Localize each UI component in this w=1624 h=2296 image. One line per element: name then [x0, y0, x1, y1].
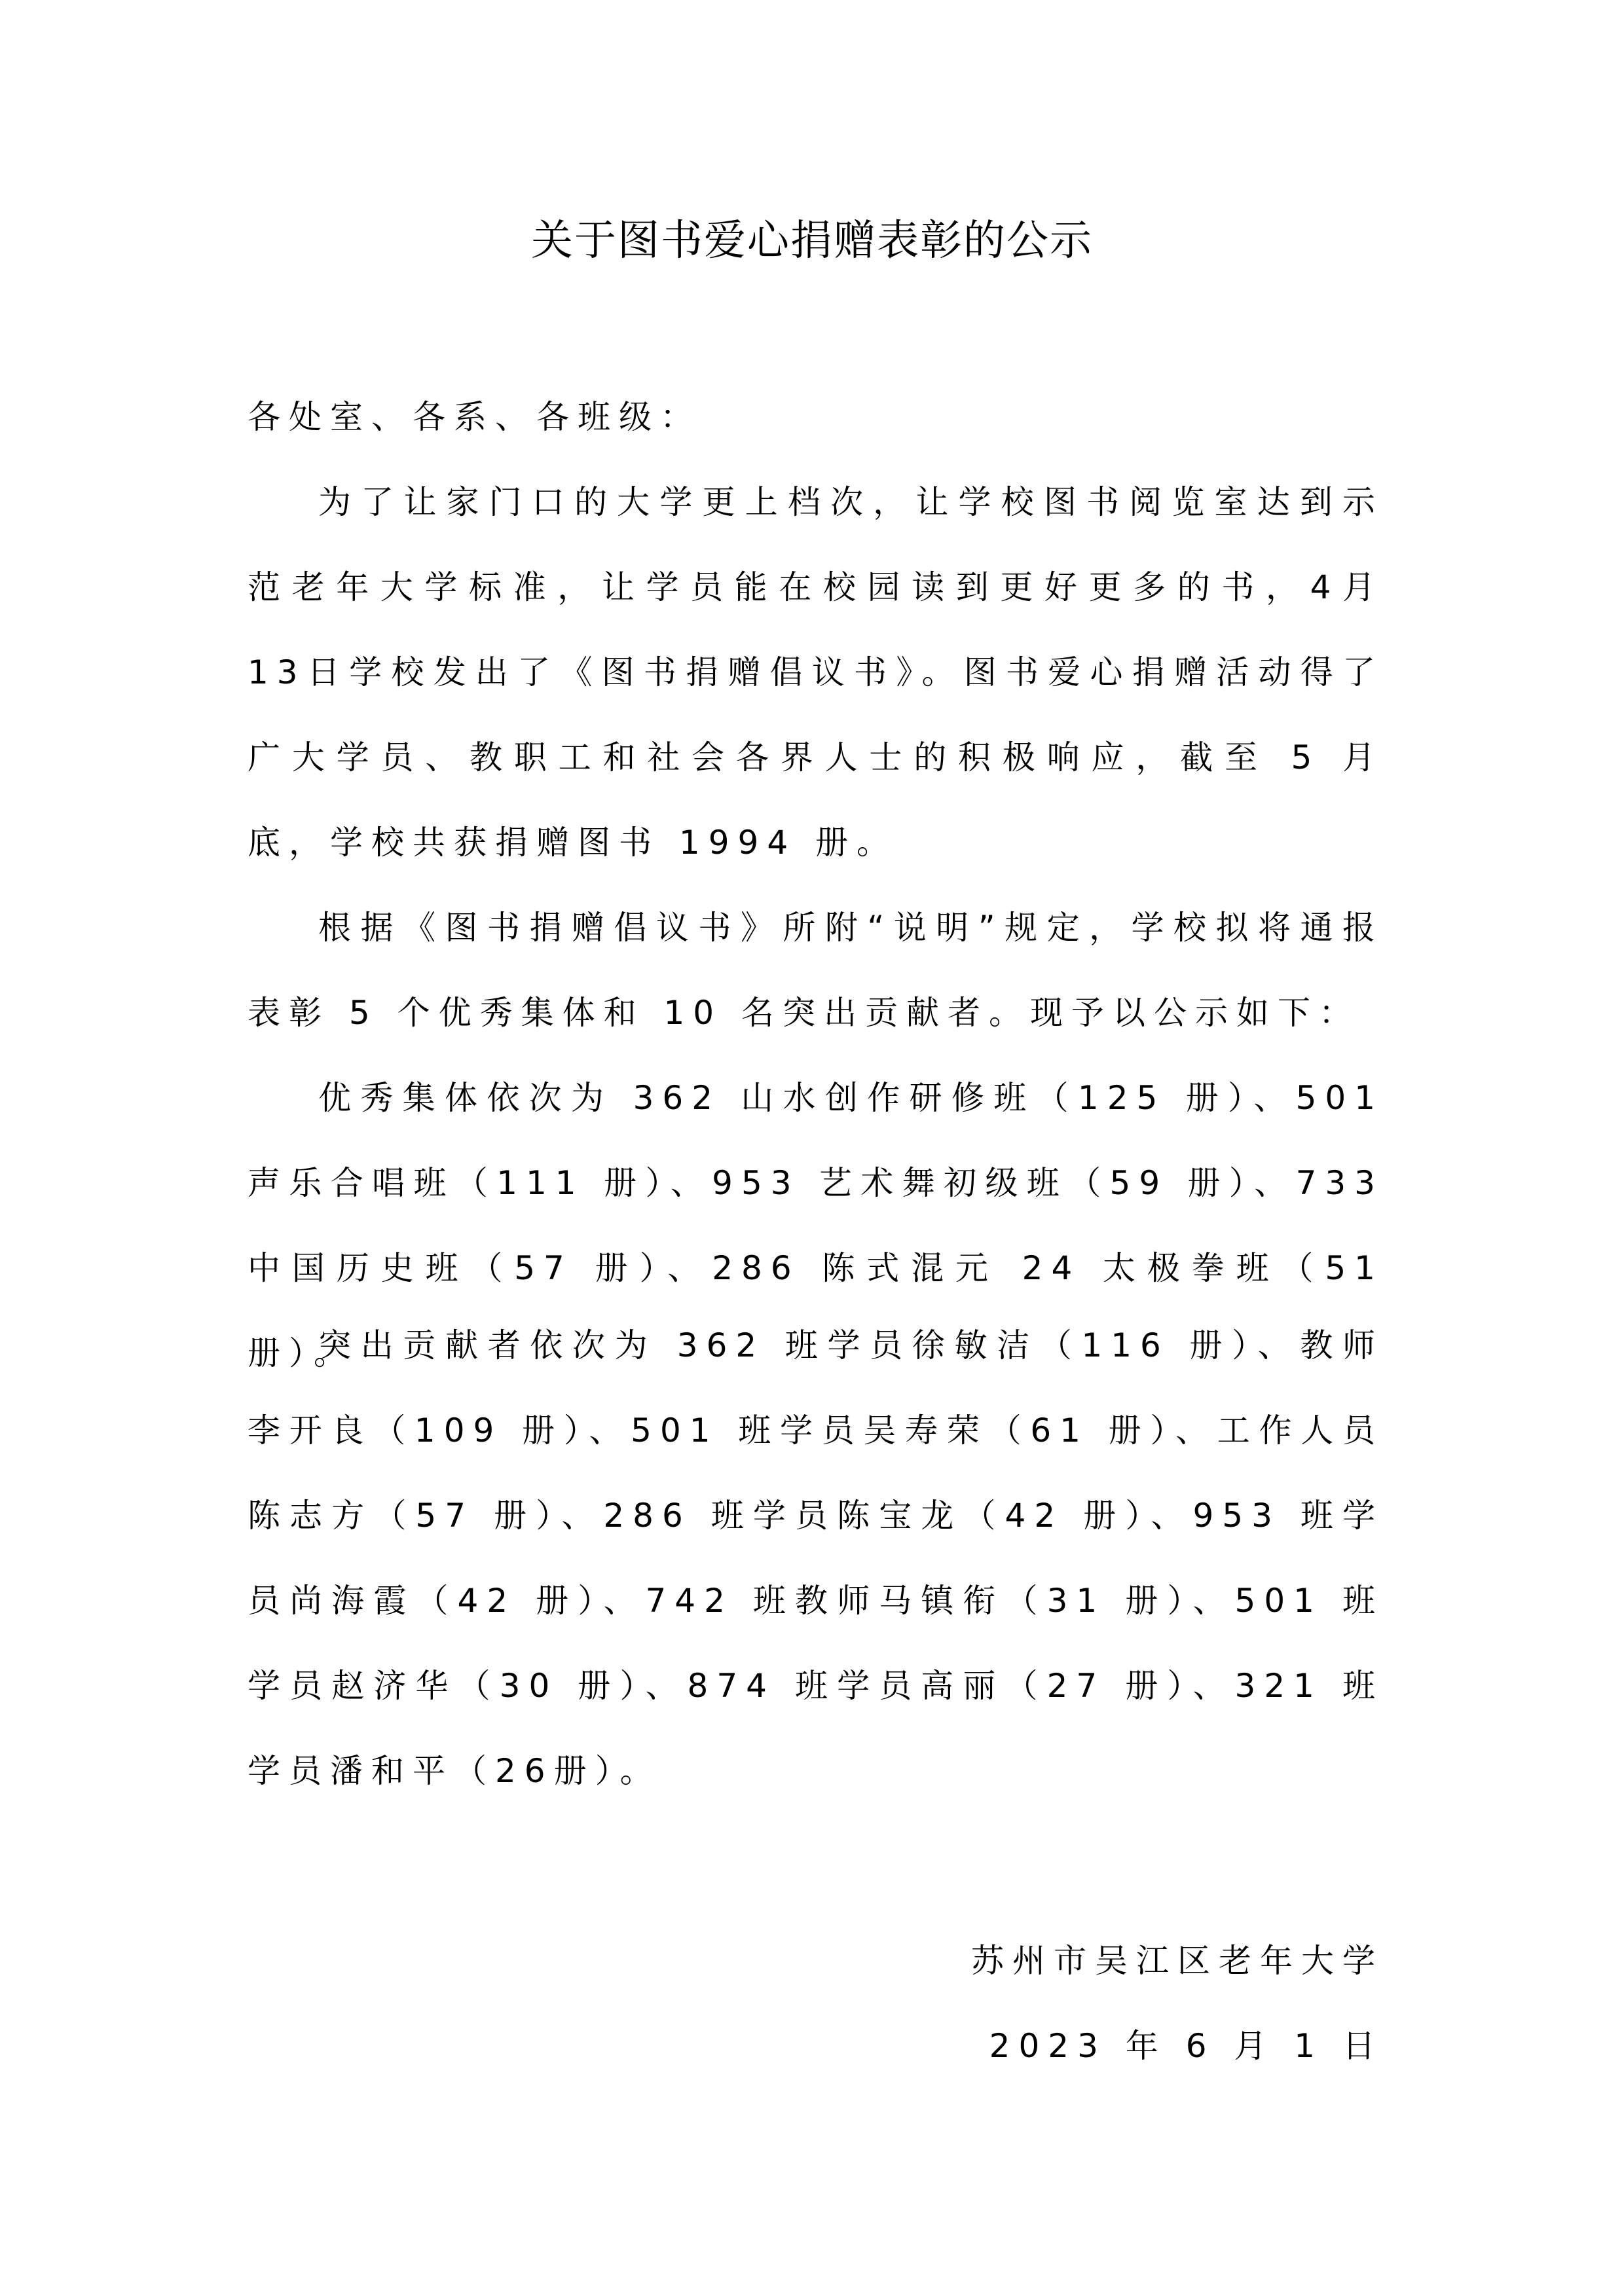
salutation: 各处室、各系、各班级： — [248, 398, 701, 436]
paragraph-announcement: 根据《图书捐赠倡议书》所附“说明”规定，学校拟将通报表彰 5 个优秀集体和 10 名突出贡献者。现予以公示如下： — [248, 909, 1384, 1032]
document-title: 关于图书爱心捐赠表彰的公示 — [531, 217, 1093, 265]
paragraph-intro: 为了让家门口的大学更上档次，让学校图书阅览室达到示范老年大学标准，让学员能在校园读到更好更多的书，4月 13日学校发出了《图书捐赠倡议书》。图书爱心捐赠活动得了广大学员、教职工和社会各界人士的积极响应，截至 5 月底，学校共获捐赠图书 1994 册。 — [248, 483, 1384, 862]
paragraph-outstanding-groups: 优秀集体依次为 362 山水创作研修班（125 册）、501 声乐合唱班（111 册）、953 艺术舞初级班（59 册）、733 中国历史班（57 册）、286 陈式混元 24 太极拳班（51 册）。 — [248, 1079, 1384, 1372]
paragraph-outstanding-contributors: 突出贡献者依次为 362 班学员徐敏洁（116 册）、教师李开良（109 册）、501 班学员吴寿荣（61 册）、工作人员陈志方（57 册）、286 班学员陈宝龙（42 册）、953 班学员尚海霞（42 册）、742 班教师马镇衔（31 册）、501 班学员赵济华（30 册）、874 班学员高丽（27 册）、321 班学员潘和平（26册）。 — [248, 1326, 1384, 1790]
issue-date: 2023 年 6 月 1 日 — [989, 2027, 1384, 2065]
issuer-signature: 苏州市吴江区老年大学 — [971, 1942, 1384, 1980]
